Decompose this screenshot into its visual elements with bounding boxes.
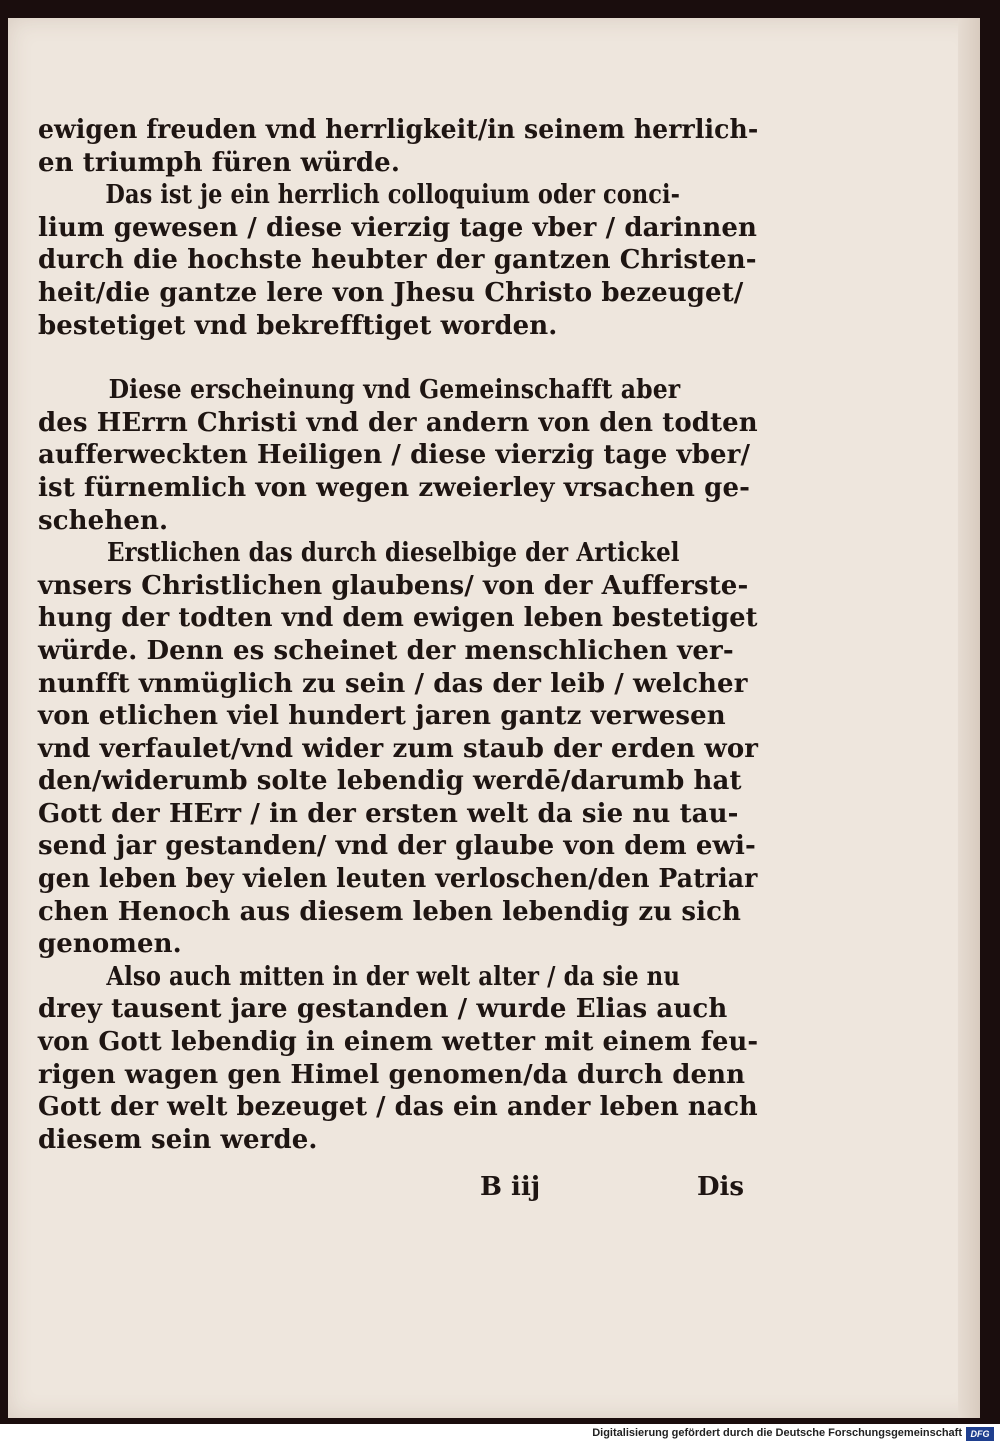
text-line: aufferweckten Heiligen / diese vierzig tage vber/ (38, 440, 751, 471)
text-line: genomen. (38, 929, 182, 960)
text-line: Erstlichen das durch dieselbige der Artickel (106, 538, 680, 569)
text-line: vnd verfaulet/vnd wider zum staub der erden wor (38, 733, 759, 764)
text-line: heit/die gantze lere von Jhesu Christo bezeuget/ (38, 277, 744, 308)
text-line: würde. Denn es scheinet der menschlichen ver- (38, 635, 734, 666)
page-gutter (958, 18, 980, 1418)
text-line: diesem sein werde. (38, 1124, 318, 1155)
text-line: rigen wagen gen Himel genomen/da durch denn (38, 1059, 746, 1090)
text-line: Das ist je ein herrlich colloquium oder conci- (105, 180, 681, 211)
text-line: hung der todten vnd dem ewigen leben bestetiget (38, 603, 758, 634)
book-page (8, 18, 980, 1418)
text-line: gen leben bey vielen leuten verloschen/den Patriar (38, 864, 758, 895)
text-line: Diese erscheinung vnd Gemeinschafft aber (108, 375, 681, 406)
text-line: drey tausent jare gestanden / wurde Elias auch (38, 994, 728, 1025)
signature-mark: B iij (480, 1172, 541, 1202)
text-line: en triumph füren würde. (38, 147, 400, 178)
catchword: Dis (696, 1172, 744, 1202)
text-line: Also auch mitten in der welt alter / da sie nu (106, 961, 680, 992)
text-line: ewigen freuden vnd herrligkeit/in seinem herrlich- (38, 115, 759, 145)
text-line: Gott der HErr / in der ersten welt da sie nu tau- (38, 798, 739, 829)
text-line: von etlichen viel hundert jaren gantz verwesen (38, 701, 726, 732)
text-line: nunfft vnmüglich zu sein / das der leib / welcher (38, 668, 748, 699)
text-line: des HErrn Christi vnd der andern von den todten (38, 407, 758, 438)
text-line: bestetiget vnd bekrefftiget worden. (38, 310, 558, 341)
text-line: lium gewesen / diese vierzig tage vber / darinnen (38, 212, 757, 243)
text-line: von Gott lebendig in einem wetter mit einem feu- (38, 1027, 759, 1058)
text-line: schehen. (38, 505, 169, 536)
text-line: ist fürnemlich von wegen zweierley vrsachen ge- (38, 472, 750, 503)
dfg-logo-icon: DFG (966, 1427, 994, 1441)
page-text-block (38, 114, 758, 1156)
page-footer (38, 1168, 758, 1208)
text-line: Gott der welt bezeuget / das ein ander leben nach (38, 1092, 758, 1123)
text-line: den/widerumb solte lebendig werdē/darumb hat (38, 766, 742, 797)
funding-credit: Digitalisierung gefördert durch die Deutsche Forschungsgemeinschaft (592, 1427, 962, 1439)
credit-bar (0, 1424, 1000, 1444)
text-line: vnsers Christlichen glaubens/ von der Aufferste- (38, 570, 749, 601)
text-line: send jar gestanden/ vnd der glaube von dem ewi- (38, 831, 756, 862)
text-line: durch die hochste heubter der gantzen Christen- (38, 245, 757, 276)
text-line: chen Henoch aus diesem leben lebendig zu sich (38, 896, 742, 927)
